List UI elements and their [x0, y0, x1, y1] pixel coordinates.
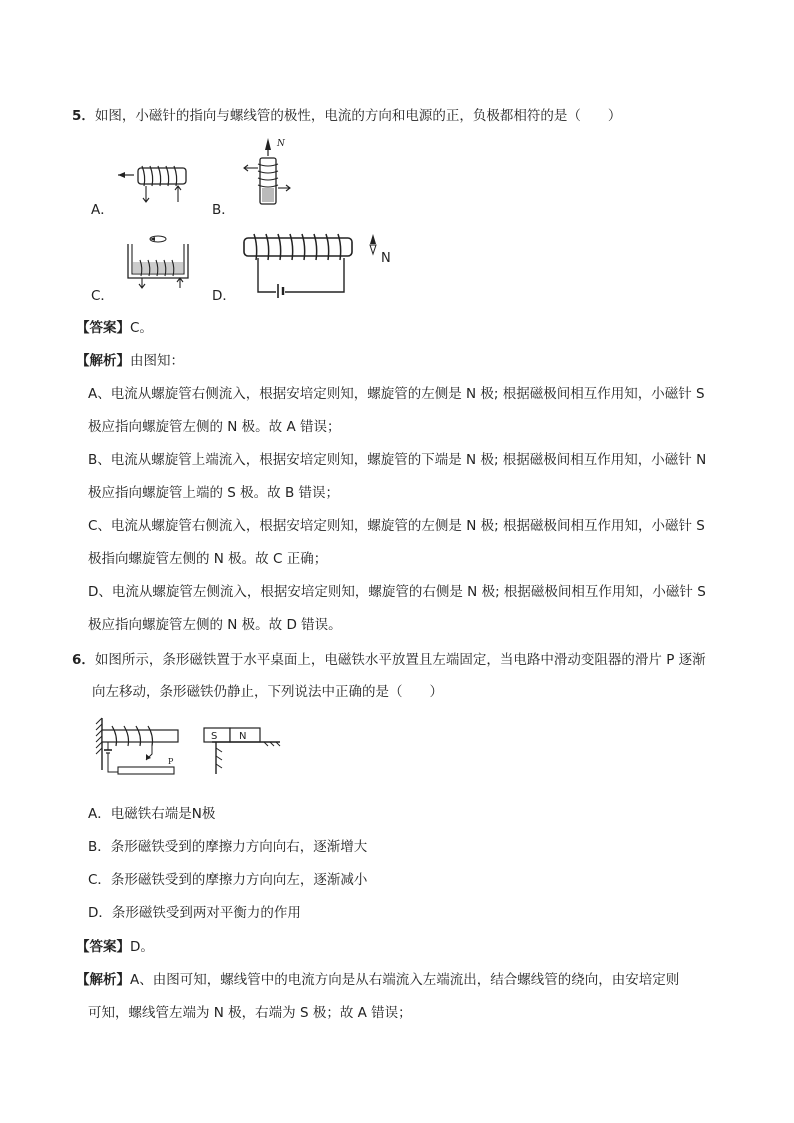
q5-option-d: D． [212, 288, 236, 304]
q6-analysis [76, 968, 679, 988]
q5-number: 5． [72, 108, 95, 124]
q5-analysis-line: C、电流从螺旋管右侧流入，根据安培定则知，螺旋管的左侧是 N 极; 根据磁极间相互作用知，小磁针 S [88, 518, 705, 534]
q5-figure-a [116, 160, 196, 205]
q5-analysis-line: D、电流从螺旋管左侧流入，根据安培定则知，螺旋管的右侧是 N 极; 根据磁极间相互作用知，小磁针 S [88, 584, 706, 600]
q6-option-d: D．条形磁铁受到两对平衡力的作用 [88, 905, 301, 921]
q5-option-b: B． [212, 202, 235, 218]
q6-number: 6． [72, 652, 95, 668]
q6-option-a: A．电磁铁右端是N极 [88, 806, 216, 822]
q5-figure-d [240, 228, 410, 298]
q5-figure-c [122, 232, 194, 288]
q5-analysis-line: 极应指向螺旋管左侧的 N 极。故 A 错误； [88, 419, 341, 435]
q5-option-c: C． [91, 288, 114, 304]
q5-figure-b [240, 136, 300, 208]
q5-analysis-line: 极指向螺旋管左侧的 N 极。故 C 正确； [88, 551, 328, 567]
q6-answer [76, 935, 154, 955]
q6-figure-n-label: N [239, 731, 247, 742]
q6-stem-line: 如图所示，条形磁铁置于水平桌面上，电磁铁水平放置且左端固定，当电路中滑动变阻器的滑片 P 逐渐 [94, 652, 706, 668]
q6-stem-line: 向左移动，条形磁铁仍静止，下列说法中正确的是（ ） [92, 684, 443, 700]
q5-stem-row [72, 104, 621, 124]
q6-stem-row [72, 648, 706, 668]
q5-answer-value: C。 [130, 320, 153, 336]
q5-analysis-line: A、电流从螺旋管右侧流入，根据安培定则知，螺旋管的左侧是 N 极; 根据磁极间相互作用知，小磁针 S [88, 386, 705, 402]
q6-figure-s-label: S [211, 731, 218, 742]
q5-option-a: A． [91, 202, 114, 218]
q5-analysis-line: 极应指向螺旋管上端的 S 极。故 B 错误； [88, 485, 339, 501]
q5-analysis-intro-text: 由图知： [130, 353, 184, 369]
q6-answer-tag: 【答案】 [76, 939, 130, 955]
q5-answer-tag: 【答案】 [76, 320, 130, 336]
q6-figure [94, 716, 284, 778]
q6-answer-value: D。 [130, 939, 154, 955]
q6-option-c: C．条形磁铁受到的摩擦力方向向左，逐渐减小 [88, 872, 368, 888]
q5-analysis-tag: 【解析】 [76, 353, 130, 369]
q5-analysis-line: 极应指向螺旋管左侧的 N 极。故 D 错误。 [88, 617, 342, 633]
q6-analysis-line: A、由图可知，螺线管中的电流方向是从右端流入左端流出，结合螺线管的绕向，由安培定则 [130, 972, 680, 988]
q6-option-b: B．条形磁铁受到的摩擦力方向向右，逐渐增大 [88, 839, 368, 855]
q6-analysis-tag: 【解析】 [76, 972, 130, 988]
q5-figure-b-n-label: N [277, 139, 285, 149]
q5-figure-d-n-label: N [381, 251, 391, 266]
q5-answer [76, 316, 153, 336]
q6-analysis-line: 可知，螺线管左端为 N 极，右端为 S 极；故 A 错误； [88, 1005, 412, 1021]
q5-analysis-line: B、电流从螺旋管上端流入，根据安培定则知，螺旋管的下端是 N 极; 根据磁极间相互作用知，小磁针 N [88, 452, 707, 468]
q5-stem: 如图，小磁针的指向与螺线管的极性，电流的方向和电源的正，负极都相符的是（ ） [94, 108, 622, 124]
q6-figure-p-label: P [168, 757, 174, 766]
q5-analysis-intro [76, 349, 184, 369]
